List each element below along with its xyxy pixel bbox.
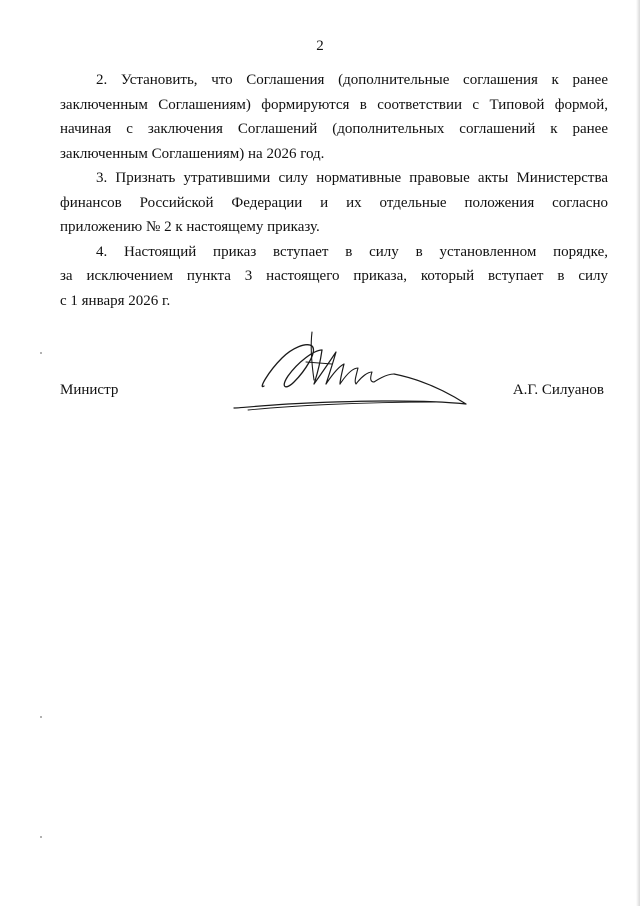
paragraph-4 [60,240,608,314]
paragraph-3 [60,166,608,240]
paragraph-line: 3. Признать утратившими силу нормативные правовые акты Министерства [96,170,608,186]
handwritten-signature [228,328,480,420]
paragraph-line: 4. Настоящий приказ вступает в силу в установленном порядке, [96,243,608,260]
paragraph-line: за исключением пункта 3 настоящего приказа, который вступает в силу [60,268,608,284]
signature-block [60,382,604,406]
scan-speck [40,836,42,838]
signer-position: Министр [60,382,119,398]
paragraph-line: начиная с заключения Соглашений (дополнительных соглашений к ранее [60,121,608,137]
scan-speck [40,716,42,718]
scan-speck [40,352,42,354]
paragraph-line: финансов Российской Федерации и их отдельные положения согласно [60,194,608,211]
paragraph-line: приложению № 2 к настоящему приказу. [60,219,320,235]
document-body [60,68,608,313]
paragraph-line: заключенным Соглашениям) формируются в соответствии с Типовой формой, [60,96,608,113]
signer-name: А.Г. Силуанов [512,382,604,398]
scan-edge-shadow [636,0,640,906]
page-number: 2 [316,38,324,54]
paragraph-line: с 1 января 2026 г. [60,292,171,309]
paragraph-line: 2. Установить, что Соглашения (дополнительные соглашения к ранее [96,72,608,88]
paragraph-line: заключенным Соглашениям) на 2026 год. [60,145,325,162]
paragraph-2 [60,68,608,166]
